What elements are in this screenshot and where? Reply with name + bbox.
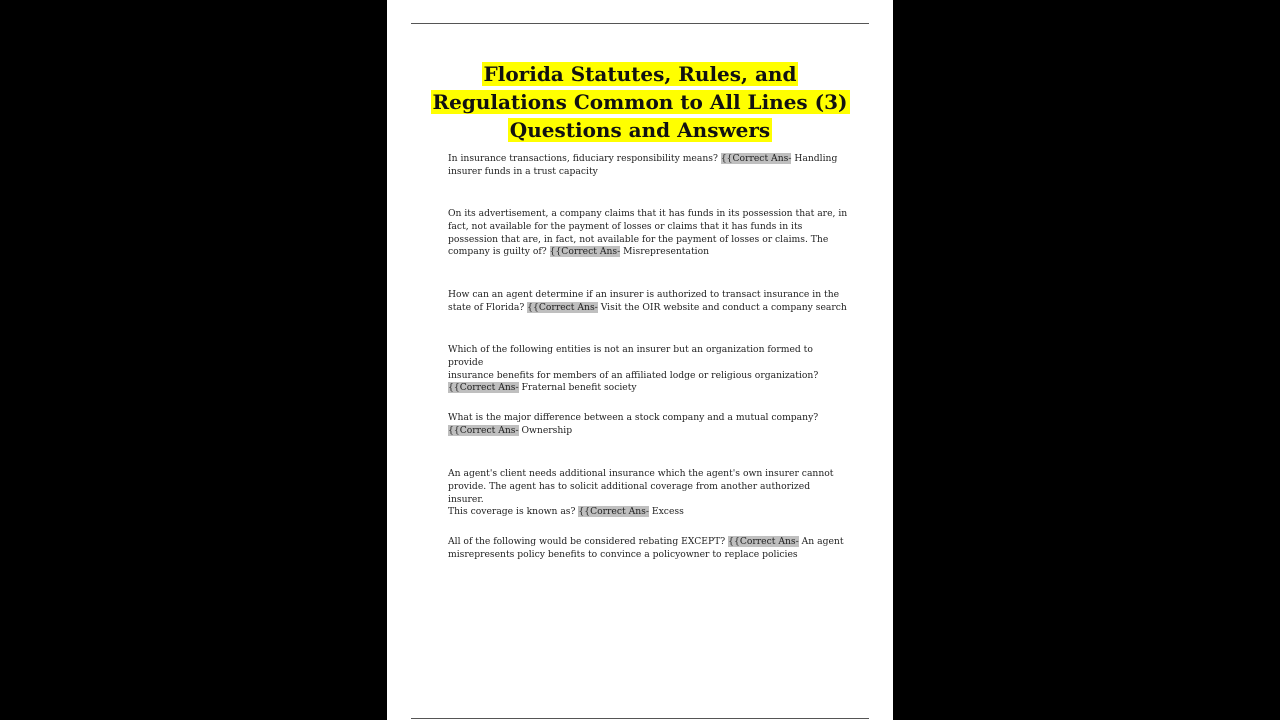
title-line-3: Questions and Answers [509,118,771,142]
answer-text: An agent misrepresents policy benefits to convince a policyowner to replace policies [448,536,844,560]
answer-tag: {{Correct Ans- [549,246,621,258]
answer-tag: {{Correct Ans- [527,301,598,313]
answer-text: Ownership [518,424,573,436]
answer-tag: {{Correct Ans- [578,506,649,518]
question-text: All of the following would be considered rebating EXCEPT? [448,536,729,547]
qa-item-1 [448,153,848,179]
answer-tag: {{Correct Ans- [728,536,799,547]
title-line-1: Florida Statutes, Rules, and [483,62,797,86]
answer-text: Visit the OIR website and conduct a company search [597,301,847,313]
title-line-2: Regulations Common to All Lines (3) [432,90,848,114]
qa-item-5 [448,412,848,438]
qa-item-3 [448,289,848,315]
question-text: On its advertisement, a company claims that it has funds in its possession that are, in fact, not available for the payment of losses or claims that it has funds in its possession that are, in fact, not available for the payment of losses or claims. The company is guilty of? [448,208,848,258]
footer-rule [411,718,869,719]
qa-item-4 [448,344,848,395]
qa-item-6 [448,468,848,519]
question-text: Which of the following entities is not an insurer but an organization formed to provide insurance benefits for members of an affiliated lodge or religious organization? [448,344,819,381]
question-text: How can an agent determine if an insurer is authorized to transact insurance in the state of Florida? [448,289,840,313]
question-text: In insurance transactions, fiduciary responsibility means? [448,153,721,164]
answer-tag: {{Correct Ans- [448,382,519,394]
qa-item-7 [448,536,848,562]
document-title [387,60,893,144]
header-rule [411,23,869,24]
answer-tag: {{Correct Ans- [448,424,519,436]
document-page [387,0,893,720]
question-text: What is the major difference between a stock company and a mutual company? [448,412,819,423]
answer-text: Misrepresentation [620,246,710,258]
answer-text: Handling insurer funds in a trust capacity [448,153,838,177]
qa-item-2 [448,208,848,259]
question-text: An agent's client needs additional insurance which the agent's own insurer cannot provide. The agent has to solicit additional coverage from another authorized insurer. This coverage is known as? [448,468,834,518]
answer-text: Excess [648,506,684,518]
answer-text: Fraternal benefit society [518,382,637,394]
answer-tag: {{Correct Ans- [720,153,792,164]
